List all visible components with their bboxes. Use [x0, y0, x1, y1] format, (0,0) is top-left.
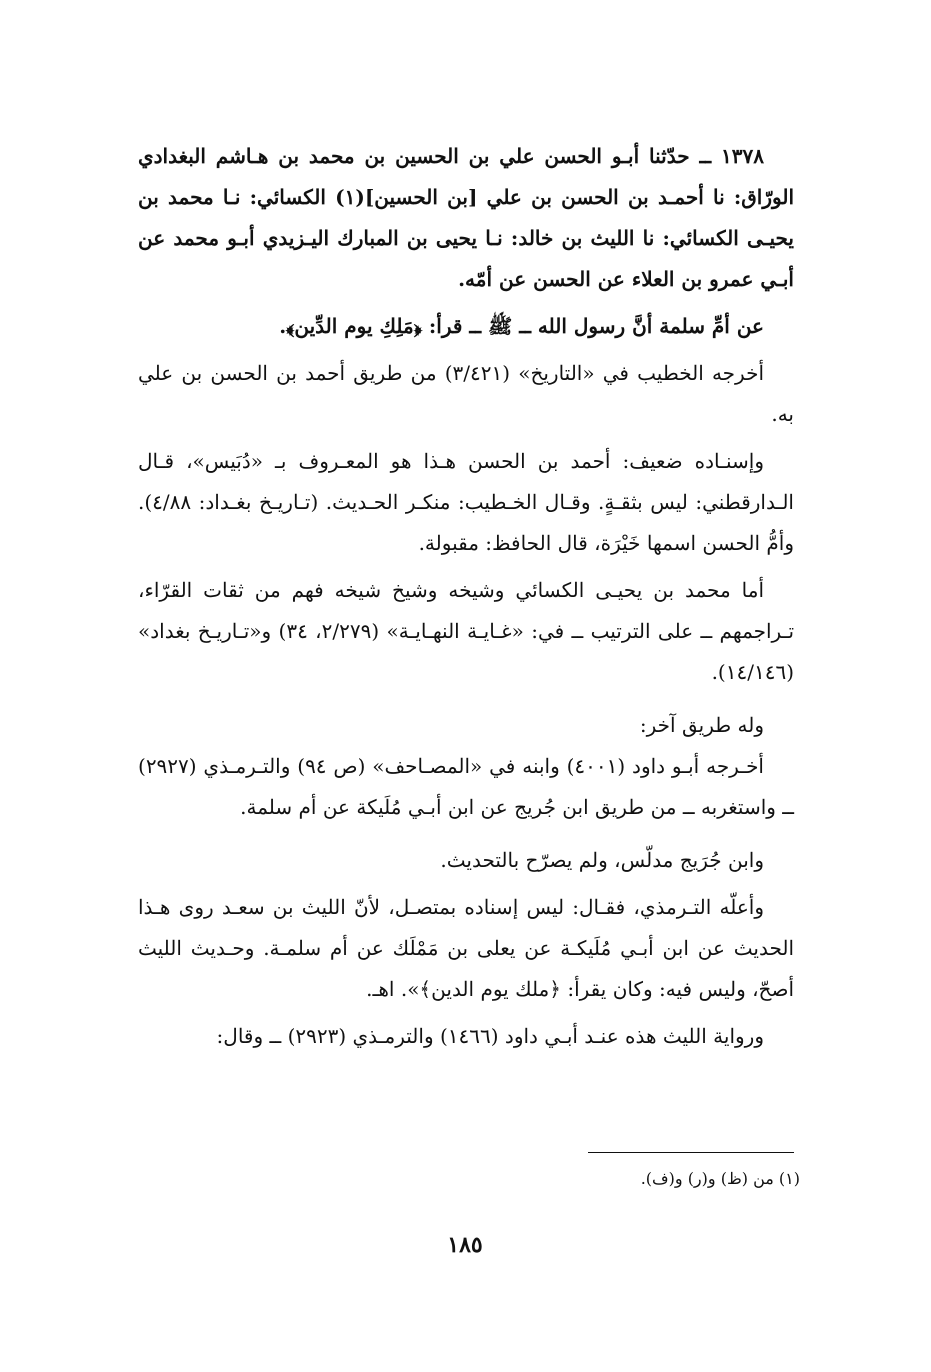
commentary-paragraph: أخرجه الخطيب في «التاريخ» (٣/٤٢١) من طريق أحمد بن الحسن بن علي به.	[138, 361, 794, 426]
commentary-paragraph: وأعلّه التـرمذي، فقـال: ليس إسناده بمتصـل، لأنّ الليث بن سعـد روى هـذا الحديث عن ابن أبـي مُلَيكـة عن يعلى بن مَمْلَك عن أم سلمـة. وحـديث الليث أصحّ، وليس فيه: وكان يقرأ: ﴿ملك يوم الدين﴾». اهـ.	[138, 895, 794, 1001]
footnote: (١) من (ظ) و(ر) و(ف).	[640, 1169, 800, 1188]
hadith-matn: عن أمِّ سلمة أنَّ رسول الله ــ ﷺ ــ قرأ: ﴿مَلِكِ يوم الدِّين﴾.	[279, 314, 764, 338]
page-number: ١٨٥	[447, 1232, 483, 1258]
commentary-paragraph: ورواية الليث هذه عنـد أبـي داود (١٤٦٦) والترمـذي (٢٩٢٣) ــ وقال:	[216, 1024, 764, 1048]
commentary-paragraph: أخـرجه أبـو داود (٤٠٠١) وابنه في «المصـاحف» (ص ٩٤) والتـرمـذي (٢٩٢٧) ــ واستغربه ــ من طريق ابن جُريج عن ابن أبـي مُلَيكة عن أم سلمة.	[138, 754, 794, 819]
commentary-paragraph: أما محمد بن يحيـى الكسائي وشيخه وشيخ شيخه فهم من ثقات القرّاء، تـراجمهم ــ على الترتيب ــ في: «غـايـة النهـايـة» (٢/٢٧٩، ٣٤) و«تـاريـخ بغداد» (١٤/١٤٦).	[138, 578, 795, 684]
footnote-divider	[588, 1152, 794, 1153]
main-text	[138, 136, 794, 1057]
commentary-paragraph: وابن جُرَيج مدلّس، ولم يصرّح بالتحديث.	[440, 848, 764, 872]
commentary-paragraph: وإسنـاده ضعيف: أحمد بن الحسن هـذا هو المعـروف بـ «دُبَيس»، قـال الـدارقطني: ليس بثقـةٍ. وقـال الخـطيب: منكـر الحـديث. (تـاريـخ بغـداد: ٤/٨٨). وأمُّ الحسن اسمها خَيْرَة، قال الحافظ: مقبولة.	[138, 449, 794, 555]
hadith-isnad: ١٣٧٨ ــ حدّثنا أبـو الحسن علي بن الحسين بن محمد بن هـاشم البغدادي الورّاق: نا أحمـد بن الحسن بن علي [بن الحسين](١) الكسائي: نـا محمد بن يحيـى الكسائي: نا الليث بن خالد: نـا يحيى بن المبارك اليـزيدي أبـو محمد عن أبـي عمرو بن العلاء عن الحسن عن أمّه.	[138, 144, 795, 291]
commentary-paragraph: وله طريق آخر:	[639, 713, 764, 737]
